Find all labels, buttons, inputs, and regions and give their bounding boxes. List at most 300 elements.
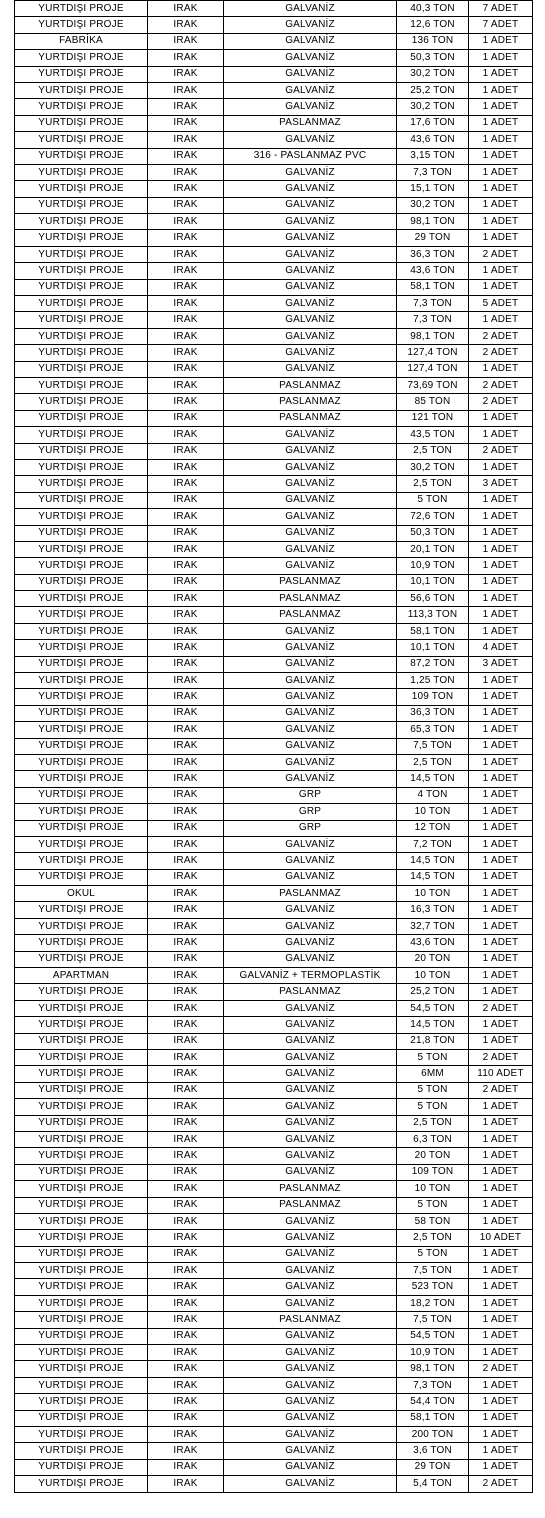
table-row — [15, 869, 533, 885]
project-type-cell: YURTDIŞI PROJE — [15, 820, 148, 836]
weight-cell: 21,8 TON — [397, 1033, 469, 1049]
country-cell: IRAK — [148, 33, 224, 49]
project-type-cell: YURTDIŞI PROJE — [15, 214, 148, 230]
project-type-cell: YURTDIŞI PROJE — [15, 673, 148, 689]
country-cell: IRAK — [148, 705, 224, 721]
material-cell: PASLANMAZ — [224, 377, 397, 393]
project-type-cell: YURTDIŞI PROJE — [15, 1361, 148, 1377]
weight-cell: 3,6 TON — [397, 1443, 469, 1459]
quantity-cell: 1 ADET — [469, 1131, 533, 1147]
project-type-cell: YURTDIŞI PROJE — [15, 935, 148, 951]
project-type-cell: YURTDIŞI PROJE — [15, 99, 148, 115]
country-cell: IRAK — [148, 984, 224, 1000]
project-type-cell: YURTDIŞI PROJE — [15, 722, 148, 738]
weight-cell: 7,2 TON — [397, 836, 469, 852]
country-cell: IRAK — [148, 1197, 224, 1213]
weight-cell: 43,6 TON — [397, 132, 469, 148]
project-type-cell: YURTDIŞI PROJE — [15, 1082, 148, 1098]
project-type-cell: YURTDIŞI PROJE — [15, 377, 148, 393]
material-cell: GALVANİZ — [224, 17, 397, 33]
quantity-cell: 7 ADET — [469, 17, 533, 33]
quantity-cell: 3 ADET — [469, 656, 533, 672]
weight-cell: 109 TON — [397, 1164, 469, 1180]
quantity-cell: 1 ADET — [469, 197, 533, 213]
quantity-cell: 5 ADET — [469, 296, 533, 312]
table-row — [15, 296, 533, 312]
table-row — [15, 1066, 533, 1082]
material-cell: GALVANİZ — [224, 361, 397, 377]
table-row — [15, 181, 533, 197]
table-row — [15, 787, 533, 803]
weight-cell: 58,1 TON — [397, 279, 469, 295]
project-type-cell: YURTDIŞI PROJE — [15, 984, 148, 1000]
country-cell: IRAK — [148, 476, 224, 492]
project-type-cell: YURTDIŞI PROJE — [15, 1443, 148, 1459]
quantity-cell: 1 ADET — [469, 230, 533, 246]
project-type-cell: YURTDIŞI PROJE — [15, 1213, 148, 1229]
material-cell: GALVANİZ — [224, 492, 397, 508]
project-type-cell: YURTDIŞI PROJE — [15, 574, 148, 590]
project-table — [14, 0, 533, 1493]
country-cell: IRAK — [148, 361, 224, 377]
quantity-cell: 1 ADET — [469, 1410, 533, 1426]
quantity-cell: 1 ADET — [469, 410, 533, 426]
table-row — [15, 410, 533, 426]
weight-cell: 523 TON — [397, 1279, 469, 1295]
weight-cell: 85 TON — [397, 394, 469, 410]
project-type-cell: YURTDIŞI PROJE — [15, 1312, 148, 1328]
project-type-cell: YURTDIŞI PROJE — [15, 1033, 148, 1049]
country-cell: IRAK — [148, 197, 224, 213]
project-type-cell: YURTDIŞI PROJE — [15, 148, 148, 164]
country-cell: IRAK — [148, 1279, 224, 1295]
table-row — [15, 853, 533, 869]
country-cell: IRAK — [148, 66, 224, 82]
table-row — [15, 1345, 533, 1361]
project-type-cell: YURTDIŞI PROJE — [15, 902, 148, 918]
weight-cell: 12 TON — [397, 820, 469, 836]
material-cell: PASLANMAZ — [224, 1181, 397, 1197]
quantity-cell: 1 ADET — [469, 673, 533, 689]
country-cell: IRAK — [148, 1426, 224, 1442]
quantity-cell: 1 ADET — [469, 1263, 533, 1279]
table-row — [15, 1033, 533, 1049]
material-cell: GALVANİZ — [224, 328, 397, 344]
material-cell: GALVANİZ — [224, 1394, 397, 1410]
material-cell: GALVANİZ — [224, 1263, 397, 1279]
material-cell: GALVANİZ — [224, 230, 397, 246]
material-cell: GALVANİZ — [224, 1476, 397, 1492]
weight-cell: 54,4 TON — [397, 1394, 469, 1410]
weight-cell: 121 TON — [397, 410, 469, 426]
material-cell: PASLANMAZ — [224, 410, 397, 426]
weight-cell: 5 TON — [397, 1050, 469, 1066]
weight-cell: 32,7 TON — [397, 918, 469, 934]
table-row — [15, 722, 533, 738]
country-cell: IRAK — [148, 1082, 224, 1098]
country-cell: IRAK — [148, 771, 224, 787]
quantity-cell: 3 ADET — [469, 476, 533, 492]
weight-cell: 72,6 TON — [397, 509, 469, 525]
project-type-cell: YURTDIŞI PROJE — [15, 640, 148, 656]
project-type-cell: YURTDIŞI PROJE — [15, 1410, 148, 1426]
table-row — [15, 328, 533, 344]
quantity-cell: 1 ADET — [469, 50, 533, 66]
project-type-cell: YURTDIŞI PROJE — [15, 1476, 148, 1492]
table-row — [15, 345, 533, 361]
weight-cell: 87,2 TON — [397, 656, 469, 672]
quantity-cell: 1 ADET — [469, 623, 533, 639]
quantity-cell: 1 ADET — [469, 968, 533, 984]
table-row — [15, 1312, 533, 1328]
quantity-cell: 1 ADET — [469, 1443, 533, 1459]
weight-cell: 10,1 TON — [397, 640, 469, 656]
material-cell: GALVANİZ — [224, 181, 397, 197]
material-cell: GALVANİZ — [224, 1213, 397, 1229]
weight-cell: 7,3 TON — [397, 1377, 469, 1393]
quantity-cell: 2 ADET — [469, 1082, 533, 1098]
table-row — [15, 361, 533, 377]
table-row — [15, 558, 533, 574]
material-cell: GALVANİZ — [224, 1361, 397, 1377]
material-cell: GALVANİZ — [224, 705, 397, 721]
quantity-cell: 1 ADET — [469, 820, 533, 836]
project-type-cell: YURTDIŞI PROJE — [15, 869, 148, 885]
weight-cell: 7,5 TON — [397, 738, 469, 754]
country-cell: IRAK — [148, 296, 224, 312]
quantity-cell: 1 ADET — [469, 1295, 533, 1311]
country-cell: IRAK — [148, 1295, 224, 1311]
country-cell: IRAK — [148, 1361, 224, 1377]
project-type-cell: YURTDIŞI PROJE — [15, 443, 148, 459]
weight-cell: 14,5 TON — [397, 771, 469, 787]
project-type-cell: YURTDIŞI PROJE — [15, 918, 148, 934]
weight-cell: 56,6 TON — [397, 591, 469, 607]
quantity-cell: 1 ADET — [469, 771, 533, 787]
table-row — [15, 263, 533, 279]
country-cell: IRAK — [148, 541, 224, 557]
material-cell: GALVANİZ — [224, 1131, 397, 1147]
weight-cell: 10,9 TON — [397, 1345, 469, 1361]
quantity-cell: 1 ADET — [469, 984, 533, 1000]
project-type-cell: YURTDIŞI PROJE — [15, 1246, 148, 1262]
country-cell: IRAK — [148, 230, 224, 246]
table-row — [15, 246, 533, 262]
project-type-cell: YURTDIŞI PROJE — [15, 50, 148, 66]
weight-cell: 127,4 TON — [397, 345, 469, 361]
weight-cell: 6MM — [397, 1066, 469, 1082]
project-type-cell: YURTDIŞI PROJE — [15, 705, 148, 721]
project-type-cell: YURTDIŞI PROJE — [15, 951, 148, 967]
quantity-cell: 1 ADET — [469, 1181, 533, 1197]
weight-cell: 10 TON — [397, 804, 469, 820]
quantity-cell: 1 ADET — [469, 1197, 533, 1213]
material-cell: GALVANİZ — [224, 1066, 397, 1082]
country-cell: IRAK — [148, 1050, 224, 1066]
weight-cell: 73,69 TON — [397, 377, 469, 393]
table-row — [15, 1459, 533, 1475]
country-cell: IRAK — [148, 1099, 224, 1115]
quantity-cell: 2 ADET — [469, 246, 533, 262]
table-row — [15, 1050, 533, 1066]
quantity-cell: 1 ADET — [469, 1164, 533, 1180]
project-type-cell: FABRİKA — [15, 33, 148, 49]
country-cell: IRAK — [148, 1115, 224, 1131]
weight-cell: 15,1 TON — [397, 181, 469, 197]
material-cell: GALVANİZ — [224, 951, 397, 967]
project-type-cell: YURTDIŞI PROJE — [15, 181, 148, 197]
quantity-cell: 1 ADET — [469, 509, 533, 525]
material-cell: GALVANİZ — [224, 525, 397, 541]
country-cell: IRAK — [148, 1345, 224, 1361]
country-cell: IRAK — [148, 591, 224, 607]
material-cell: GALVANİZ — [224, 1099, 397, 1115]
country-cell: IRAK — [148, 558, 224, 574]
quantity-cell: 2 ADET — [469, 377, 533, 393]
quantity-cell: 1 ADET — [469, 1328, 533, 1344]
weight-cell: 30,2 TON — [397, 459, 469, 475]
table-row — [15, 1394, 533, 1410]
country-cell: IRAK — [148, 869, 224, 885]
country-cell: IRAK — [148, 328, 224, 344]
material-cell: PASLANMAZ — [224, 574, 397, 590]
table-row — [15, 935, 533, 951]
country-cell: IRAK — [148, 1148, 224, 1164]
quantity-cell: 1 ADET — [469, 541, 533, 557]
material-cell: GALVANİZ — [224, 836, 397, 852]
quantity-cell: 1 ADET — [469, 82, 533, 98]
weight-cell: 10,9 TON — [397, 558, 469, 574]
quantity-cell: 1 ADET — [469, 754, 533, 770]
table-row — [15, 1279, 533, 1295]
table-row — [15, 1230, 533, 1246]
project-type-cell: YURTDIŞI PROJE — [15, 1377, 148, 1393]
weight-cell: 5 TON — [397, 1082, 469, 1098]
country-cell: IRAK — [148, 164, 224, 180]
weight-cell: 10,1 TON — [397, 574, 469, 590]
project-type-cell: YURTDIŞI PROJE — [15, 853, 148, 869]
country-cell: IRAK — [148, 1131, 224, 1147]
country-cell: IRAK — [148, 509, 224, 525]
country-cell: IRAK — [148, 312, 224, 328]
quantity-cell: 1 ADET — [469, 902, 533, 918]
quantity-cell: 1 ADET — [469, 591, 533, 607]
material-cell: 316 - PASLANMAZ PVC — [224, 148, 397, 164]
weight-cell: 36,3 TON — [397, 705, 469, 721]
quantity-cell: 2 ADET — [469, 345, 533, 361]
table-row — [15, 1426, 533, 1442]
country-cell: IRAK — [148, 968, 224, 984]
weight-cell: 30,2 TON — [397, 99, 469, 115]
project-type-cell: YURTDIŞI PROJE — [15, 246, 148, 262]
weight-cell: 2,5 TON — [397, 1230, 469, 1246]
material-cell: GALVANİZ — [224, 50, 397, 66]
quantity-cell: 1 ADET — [469, 1213, 533, 1229]
quantity-cell: 1 ADET — [469, 1426, 533, 1442]
table-row — [15, 197, 533, 213]
table-row — [15, 1, 533, 17]
country-cell: IRAK — [148, 427, 224, 443]
country-cell: IRAK — [148, 754, 224, 770]
table-row — [15, 951, 533, 967]
table-row — [15, 1164, 533, 1180]
project-type-cell: YURTDIŞI PROJE — [15, 541, 148, 557]
country-cell: IRAK — [148, 377, 224, 393]
country-cell: IRAK — [148, 722, 224, 738]
material-cell: GALVANİZ — [224, 1230, 397, 1246]
country-cell: IRAK — [148, 673, 224, 689]
quantity-cell: 1 ADET — [469, 1459, 533, 1475]
material-cell: GALVANİZ — [224, 263, 397, 279]
table-row — [15, 738, 533, 754]
country-cell: IRAK — [148, 607, 224, 623]
material-cell: GALVANİZ — [224, 1279, 397, 1295]
weight-cell: 58,1 TON — [397, 623, 469, 639]
material-cell: GALVANİZ — [224, 935, 397, 951]
quantity-cell: 1 ADET — [469, 492, 533, 508]
country-cell: IRAK — [148, 492, 224, 508]
table-row — [15, 1099, 533, 1115]
table-row — [15, 394, 533, 410]
country-cell: IRAK — [148, 1181, 224, 1197]
material-cell: GALVANİZ — [224, 345, 397, 361]
project-type-cell: YURTDIŞI PROJE — [15, 1426, 148, 1442]
project-type-cell: YURTDIŞI PROJE — [15, 1115, 148, 1131]
weight-cell: 20 TON — [397, 1148, 469, 1164]
project-type-cell: YURTDIŞI PROJE — [15, 427, 148, 443]
weight-cell: 36,3 TON — [397, 246, 469, 262]
table-row — [15, 1328, 533, 1344]
material-cell: GALVANİZ — [224, 1000, 397, 1016]
material-cell: GALVANİZ — [224, 853, 397, 869]
quantity-cell: 1 ADET — [469, 705, 533, 721]
project-type-cell: YURTDIŞI PROJE — [15, 1181, 148, 1197]
material-cell: GALVANİZ — [224, 1017, 397, 1033]
quantity-cell: 1 ADET — [469, 1312, 533, 1328]
table-row — [15, 705, 533, 721]
weight-cell: 127,4 TON — [397, 361, 469, 377]
material-cell: GRP — [224, 820, 397, 836]
country-cell: IRAK — [148, 1394, 224, 1410]
table-row — [15, 656, 533, 672]
weight-cell: 7,3 TON — [397, 312, 469, 328]
project-type-cell: YURTDIŞI PROJE — [15, 1131, 148, 1147]
quantity-cell: 1 ADET — [469, 312, 533, 328]
weight-cell: 136 TON — [397, 33, 469, 49]
material-cell: GALVANİZ — [224, 623, 397, 639]
country-cell: IRAK — [148, 640, 224, 656]
table-row — [15, 984, 533, 1000]
table-row — [15, 1148, 533, 1164]
weight-cell: 30,2 TON — [397, 66, 469, 82]
weight-cell: 109 TON — [397, 689, 469, 705]
quantity-cell: 1 ADET — [469, 951, 533, 967]
quantity-cell: 1 ADET — [469, 836, 533, 852]
project-type-cell: YURTDIŞI PROJE — [15, 1394, 148, 1410]
material-cell: GRP — [224, 804, 397, 820]
weight-cell: 50,3 TON — [397, 50, 469, 66]
material-cell: GALVANİZ — [224, 296, 397, 312]
material-cell: GALVANİZ — [224, 82, 397, 98]
material-cell: GALVANİZ — [224, 1410, 397, 1426]
material-cell: GALVANİZ — [224, 214, 397, 230]
project-type-cell: YURTDIŞI PROJE — [15, 312, 148, 328]
weight-cell: 14,5 TON — [397, 1017, 469, 1033]
quantity-cell: 1 ADET — [469, 459, 533, 475]
table-row — [15, 541, 533, 557]
material-cell: GALVANİZ — [224, 902, 397, 918]
table-row — [15, 230, 533, 246]
material-cell: GALVANİZ — [224, 66, 397, 82]
material-cell: GALVANİZ — [224, 509, 397, 525]
table-row — [15, 1361, 533, 1377]
quantity-cell: 4 ADET — [469, 640, 533, 656]
table-row — [15, 1017, 533, 1033]
quantity-cell: 10 ADET — [469, 1230, 533, 1246]
quantity-cell: 1 ADET — [469, 869, 533, 885]
table-row — [15, 1115, 533, 1131]
weight-cell: 65,3 TON — [397, 722, 469, 738]
quantity-cell: 1 ADET — [469, 214, 533, 230]
quantity-cell: 2 ADET — [469, 443, 533, 459]
weight-cell: 40,3 TON — [397, 1, 469, 17]
table-row — [15, 99, 533, 115]
material-cell: GALVANİZ — [224, 1443, 397, 1459]
material-cell: GALVANİZ — [224, 771, 397, 787]
country-cell: IRAK — [148, 951, 224, 967]
table-row — [15, 66, 533, 82]
country-cell: IRAK — [148, 443, 224, 459]
project-type-cell: YURTDIŞI PROJE — [15, 1328, 148, 1344]
quantity-cell: 1 ADET — [469, 427, 533, 443]
table-row — [15, 1443, 533, 1459]
project-type-cell: YURTDIŞI PROJE — [15, 787, 148, 803]
project-type-cell: YURTDIŞI PROJE — [15, 525, 148, 541]
material-cell: GALVANİZ — [224, 1, 397, 17]
project-table-body — [15, 1, 533, 1493]
country-cell: IRAK — [148, 410, 224, 426]
quantity-cell: 1 ADET — [469, 689, 533, 705]
country-cell: IRAK — [148, 886, 224, 902]
quantity-cell: 1 ADET — [469, 574, 533, 590]
country-cell: IRAK — [148, 656, 224, 672]
material-cell: GALVANİZ — [224, 132, 397, 148]
country-cell: IRAK — [148, 17, 224, 33]
country-cell: IRAK — [148, 1164, 224, 1180]
country-cell: IRAK — [148, 804, 224, 820]
table-row — [15, 115, 533, 131]
quantity-cell: 1 ADET — [469, 1017, 533, 1033]
project-type-cell: YURTDIŞI PROJE — [15, 689, 148, 705]
country-cell: IRAK — [148, 345, 224, 361]
table-row — [15, 1295, 533, 1311]
country-cell: IRAK — [148, 1, 224, 17]
weight-cell: 20 TON — [397, 951, 469, 967]
project-type-cell: YURTDIŞI PROJE — [15, 492, 148, 508]
table-row — [15, 164, 533, 180]
quantity-cell: 1 ADET — [469, 738, 533, 754]
table-row — [15, 607, 533, 623]
table-row — [15, 377, 533, 393]
weight-cell: 29 TON — [397, 1459, 469, 1475]
weight-cell: 2,5 TON — [397, 443, 469, 459]
quantity-cell: 1 ADET — [469, 1377, 533, 1393]
quantity-cell: 1 ADET — [469, 66, 533, 82]
project-type-cell: YURTDIŞI PROJE — [15, 115, 148, 131]
material-cell: PASLANMAZ — [224, 1312, 397, 1328]
weight-cell: 2,5 TON — [397, 1115, 469, 1131]
weight-cell: 17,6 TON — [397, 115, 469, 131]
